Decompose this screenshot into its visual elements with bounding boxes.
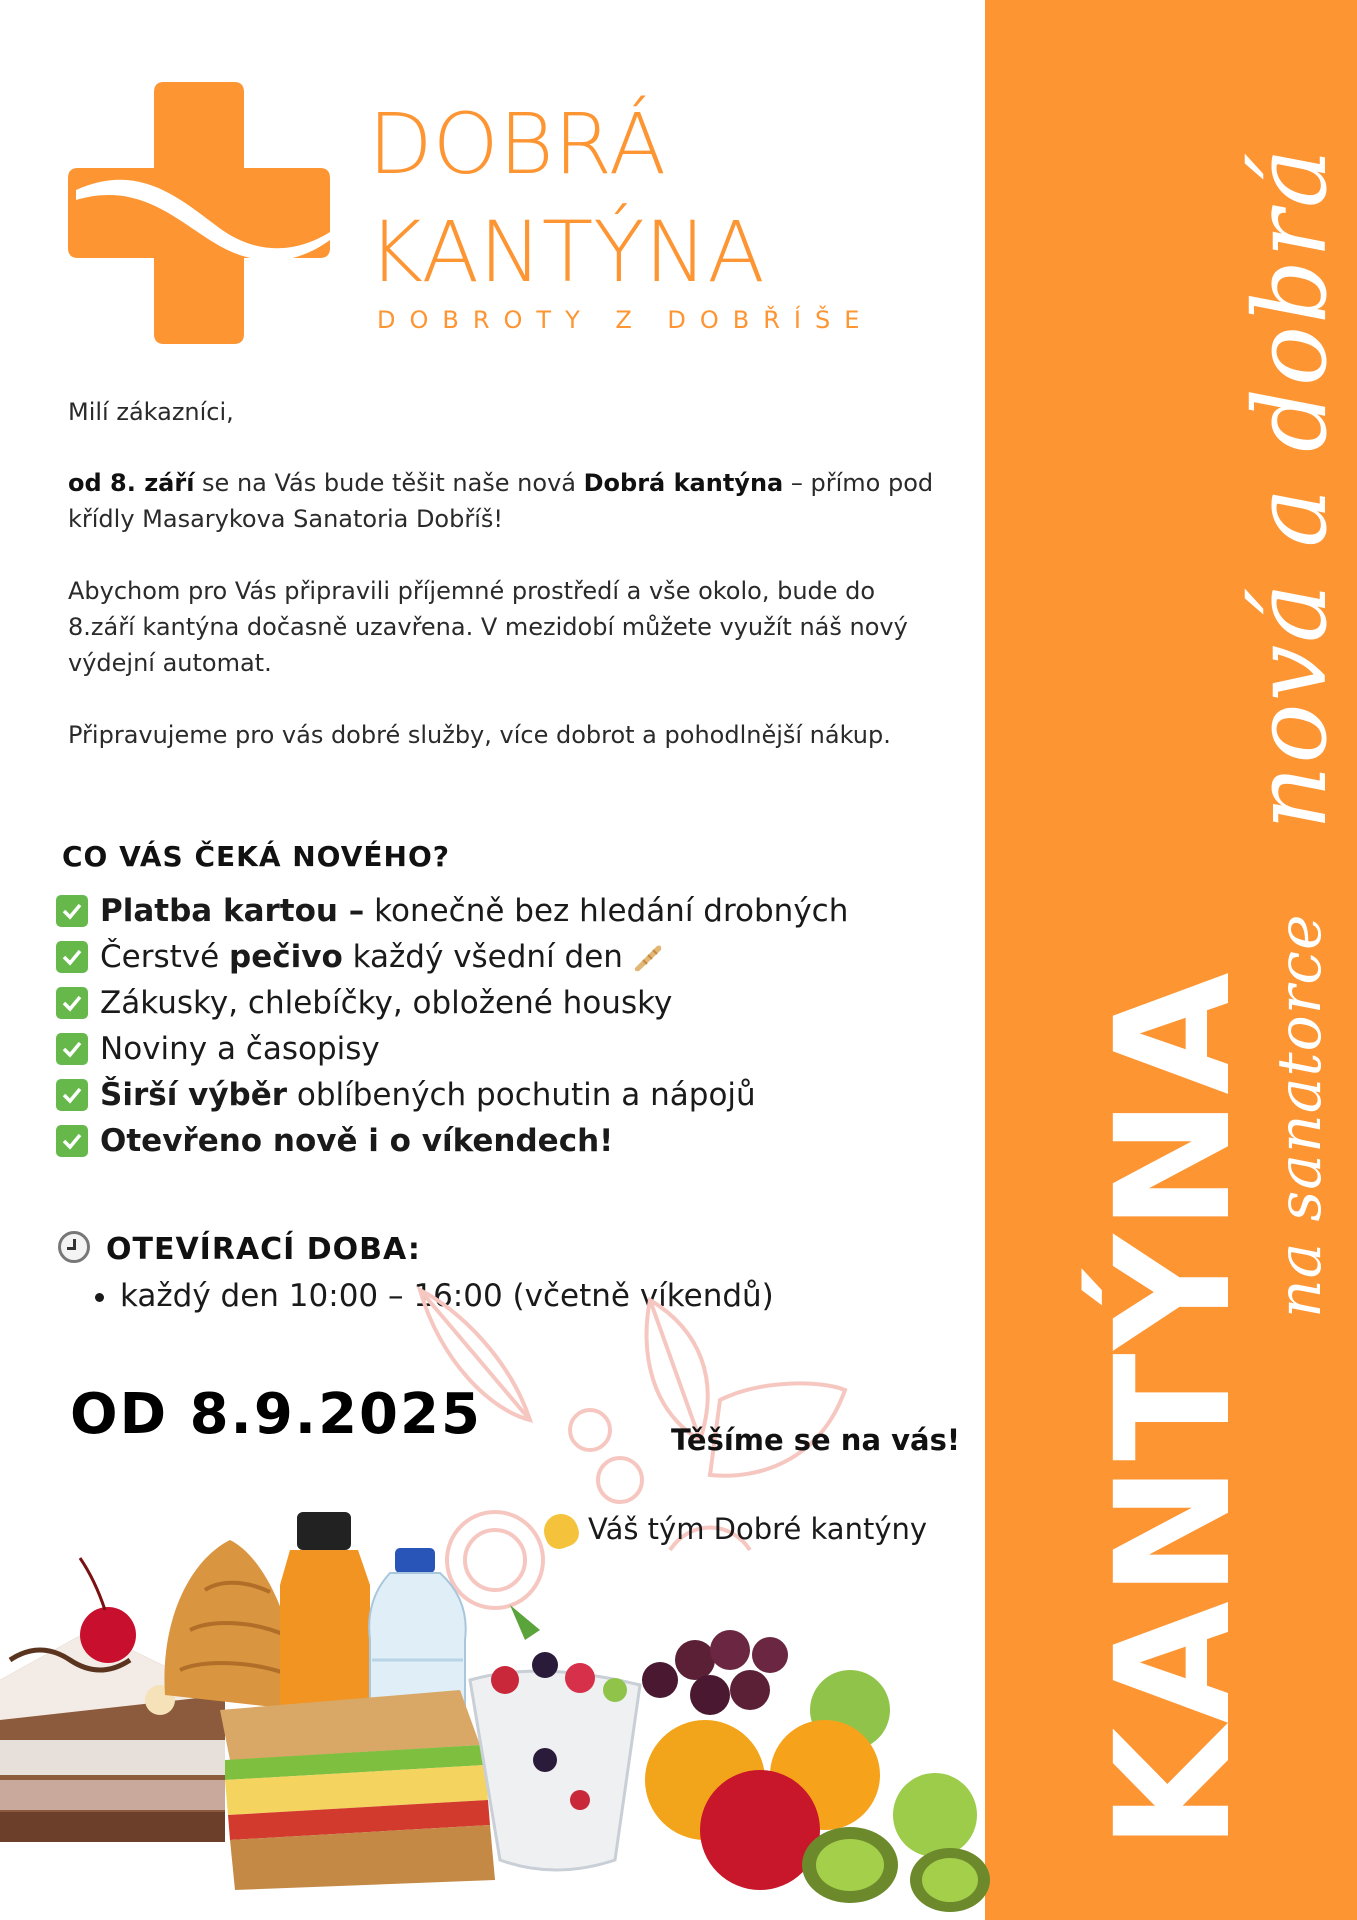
intro-line: křídly Masarykova Sanatoria Dobříš!	[68, 505, 504, 533]
brand-line-2: KANTÝNA	[368, 203, 765, 301]
feature-text: každý všední den	[342, 939, 623, 975]
intro-text: – přímo pod	[783, 469, 934, 497]
list-item	[56, 1072, 848, 1118]
feature-text: konečně bez hledání drobných	[364, 893, 849, 929]
yogurt-cup-image	[470, 1605, 640, 1870]
start-date: OD 8.9.2025	[70, 1382, 482, 1447]
list-item	[56, 934, 848, 980]
feature-text: Čerstvé	[100, 939, 230, 975]
fruit-pile-image	[642, 1630, 990, 1912]
checkmark-icon	[56, 941, 88, 973]
intro-line: 8.září kantýna dočasně uzavřena. V mezidobí můžete využít náš nový	[68, 613, 908, 641]
feature-text: Noviny a časopisy	[100, 1031, 380, 1067]
juice-bottle-image	[280, 1512, 370, 1720]
sidebar-title: KANTÝNA	[1082, 968, 1266, 1850]
checkmark-icon	[56, 895, 88, 927]
list-item	[56, 1026, 848, 1072]
feature-text: Zákusky, chlebíčky, obložené housky	[100, 985, 673, 1021]
cross-logo-icon	[68, 82, 330, 344]
sidebar-subtitle: na sanatorce	[1265, 913, 1335, 1318]
checkmark-icon	[56, 1033, 88, 1065]
intro-paragraph-1	[68, 465, 968, 537]
feature-bold: Platba kartou –	[100, 893, 365, 929]
list-item	[56, 980, 848, 1026]
checkmark-icon	[56, 1125, 88, 1157]
intro-text: se na Vás bude těšit naše nová	[194, 469, 584, 497]
features-heading: CO VÁS ČEKÁ NOVÉHO?	[62, 840, 451, 873]
feature-bold: Otevřeno nově i o víkendech!	[100, 1123, 614, 1159]
baguette-icon	[631, 942, 665, 972]
list-item: • každý den 10:00 – 16:00 (včetně víkendů)	[120, 1278, 774, 1314]
list-item	[56, 1118, 848, 1164]
intro-paragraph-3: Připravujeme pro vás dobré služby, více dobrot a pohodlnější nákup.	[68, 721, 891, 749]
feature-text: oblíbených pochutin a nápojů	[287, 1077, 756, 1113]
list-item	[56, 888, 848, 934]
intro-line: Abychom pro Vás připravili příjemné prostředí a vše okolo, bude do	[68, 577, 876, 605]
feature-bold: Širší výběr	[100, 1077, 288, 1113]
sidebar-script-text: nová a dobrá	[1232, 146, 1349, 830]
checkmark-icon	[56, 1079, 88, 1111]
brand-tagline: DOBROTY Z DOBŘÍŠE	[377, 306, 874, 334]
intro-line: výdejní automat.	[68, 649, 272, 677]
thanks-text: Těšíme se na vás!	[671, 1423, 961, 1457]
food-illustration	[0, 1240, 1000, 1920]
sandwich-image	[220, 1690, 495, 1890]
intro-paragraph-2	[68, 573, 968, 681]
brand-name	[368, 90, 765, 306]
feature-bold: pečivo	[229, 939, 343, 975]
croissant-image	[164, 1540, 300, 1710]
greeting: Milí zákazníci,	[68, 398, 234, 426]
team-signature: Váš tým Dobré kantýny	[588, 1512, 928, 1546]
hours-heading: OTEVÍRACÍ DOBA:	[106, 1232, 421, 1267]
canteen-name-text: Dobrá kantýna	[583, 469, 784, 497]
opening-date-text: od 8. září	[68, 469, 195, 497]
checkmark-icon	[56, 987, 88, 1019]
features-list	[56, 888, 848, 1164]
brand-line-1: DOBRÁ	[368, 95, 667, 193]
